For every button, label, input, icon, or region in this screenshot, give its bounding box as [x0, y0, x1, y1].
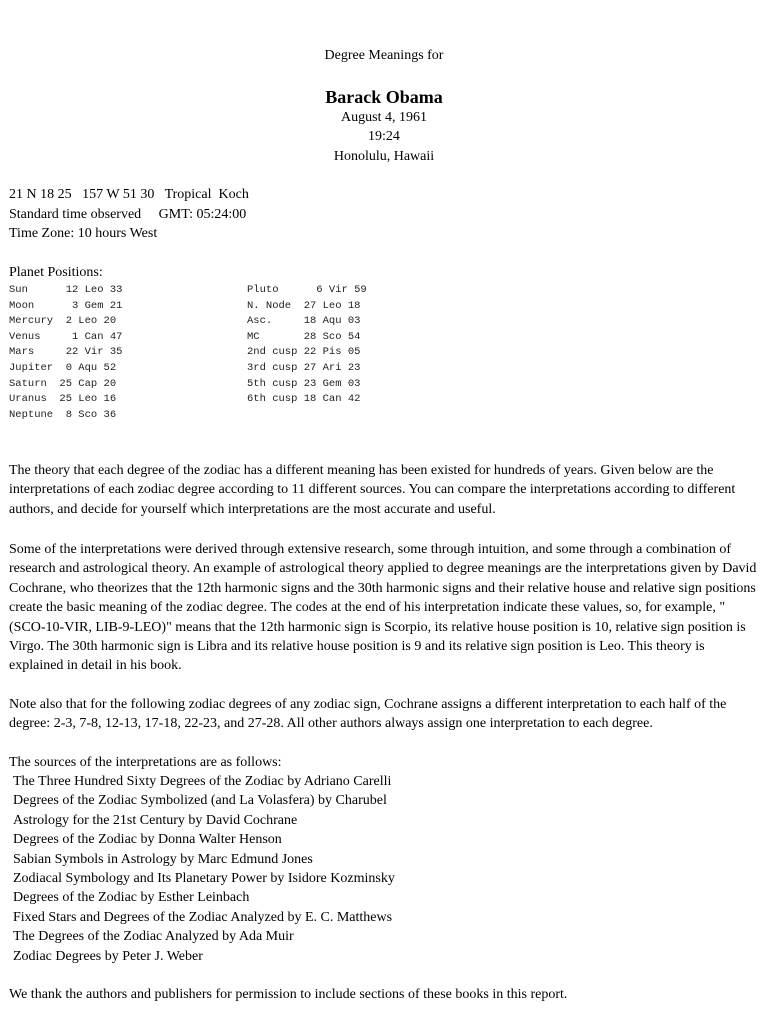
planet-row: 2nd cusp 22 Pis 05: [247, 346, 361, 359]
planet-row: Mars 22 Vir 35: [9, 346, 123, 359]
sources-heading: The sources of the interpretations are as follows:: [9, 755, 282, 770]
planet-row: 6th cusp 18 Can 42: [247, 393, 361, 406]
source-item: Sabian Symbols in Astrology by Marc Edmund Jones: [13, 851, 313, 867]
source-item: The Degrees of the Zodiac Analyzed by Ada Muir: [13, 929, 294, 945]
source-item: Zodiac Degrees by Peter J. Weber: [13, 948, 203, 964]
source-item: Astrology for the 21st Century by David Cochrane: [13, 812, 298, 828]
planet-row: Sun 12 Leo 33: [9, 284, 123, 296]
sources-list: [13, 772, 395, 966]
birth-place: Honolulu, Hawaii: [333, 149, 435, 164]
theory-paragraph: Some of the interpretations were derived through extensive research, some through intuition, and some through a combination of research and astrological theory. An example of astrological theory applied to degree meanings are the interpretations given by David Cochrane, who theorizes that the 12th harmonic signs and the 30th harmonic signs and their relative house and relative sign positions create the basic meaning of the zodiac degree. The codes at the end of his interpretation indicate these values, so, for example, "(SCO-10-VIR, LIB-9-LEO)" means that the 12th harmonic sign is Scorpio, its relative house position is 10, relative sign position is Virgo. The 30th harmonic sign is Libra and its relative house position is 9 and its relative sign position is Leo. This theory is explained in detail in his book.: [9, 542, 757, 674]
planet-positions-title: Planet Positions:: [9, 265, 103, 280]
source-item: Degrees of the Zodiac by Esther Leinbach: [13, 890, 250, 906]
planet-row: Neptune 8 Sco 36: [9, 408, 117, 421]
report-intro: Degree Meanings for: [324, 48, 444, 63]
source-item: Fixed Stars and Degrees of the Zodiac Analyzed by E. C. Matthews: [13, 909, 393, 925]
intro-paragraph: The theory that each degree of the zodiac has a different meaning has been existed for hundreds of years. Given below are the interpretations of each zodiac degree according to 11 different sources. You can compare the interpretations according to different authors, and decide for yourself which interpretations are the most accurate and useful.: [9, 463, 736, 517]
chart-metadata: [9, 185, 249, 244]
birth-time: 19:24: [368, 129, 400, 144]
planet-positions-column-2: [247, 283, 367, 408]
planet-row: Moon 3 Gem 21: [9, 299, 123, 312]
coordinates-line: 21 N 18 25 157 W 51 30 Tropical Koch: [9, 187, 249, 202]
source-item: The Three Hundred Sixty Degrees of the Zodiac by Adriano Carelli: [13, 774, 392, 789]
time-zone-line: Time Zone: 10 hours West: [9, 226, 158, 241]
planet-row: N. Node 27 Leo 18: [247, 299, 361, 312]
planet-row: Jupiter 0 Aqu 52: [9, 361, 117, 374]
planet-row: MC 28 Sco 54: [247, 330, 361, 343]
source-item: Degrees of the Zodiac Symbolized (and La Volasfera) by Charubel: [13, 793, 387, 809]
planet-positions-column-1: [9, 283, 122, 423]
planet-row: Saturn 25 Cap 20: [9, 377, 117, 390]
acknowledgement: We thank the authors and publishers for permission to include sections of these books in this report.: [9, 987, 568, 1002]
planet-row: 3rd cusp 27 Ari 23: [247, 361, 361, 374]
time-standard-line: Standard time observed GMT: 05:24:00: [9, 206, 247, 222]
subject-name: Barack Obama: [325, 87, 443, 107]
planet-row: Asc. 18 Aqu 03: [247, 315, 361, 328]
planet-row: Uranus 25 Leo 16: [9, 393, 117, 406]
source-item: Degrees of the Zodiac by Donna Walter Henson: [13, 832, 282, 848]
birth-date: August 4, 1961: [341, 110, 427, 125]
planet-row: Mercury 2 Leo 20: [9, 315, 117, 328]
planet-row: Pluto 6 Vir 59: [247, 284, 367, 296]
source-item: Zodiacal Symbology and Its Planetary Power by Isidore Kozminsky: [13, 871, 395, 887]
planet-row: 5th cusp 23 Gem 03: [247, 377, 361, 390]
planet-row: Venus 1 Can 47: [9, 330, 123, 343]
cochrane-note-paragraph: Note also that for the following zodiac degrees of any zodiac sign, Cochrane assigns a different interpretation to each half of the degree: 2-3, 7-8, 12-13, 17-18, 22-23, and 27-28. All other authors always assign one interpretation to each degree.: [9, 697, 727, 732]
